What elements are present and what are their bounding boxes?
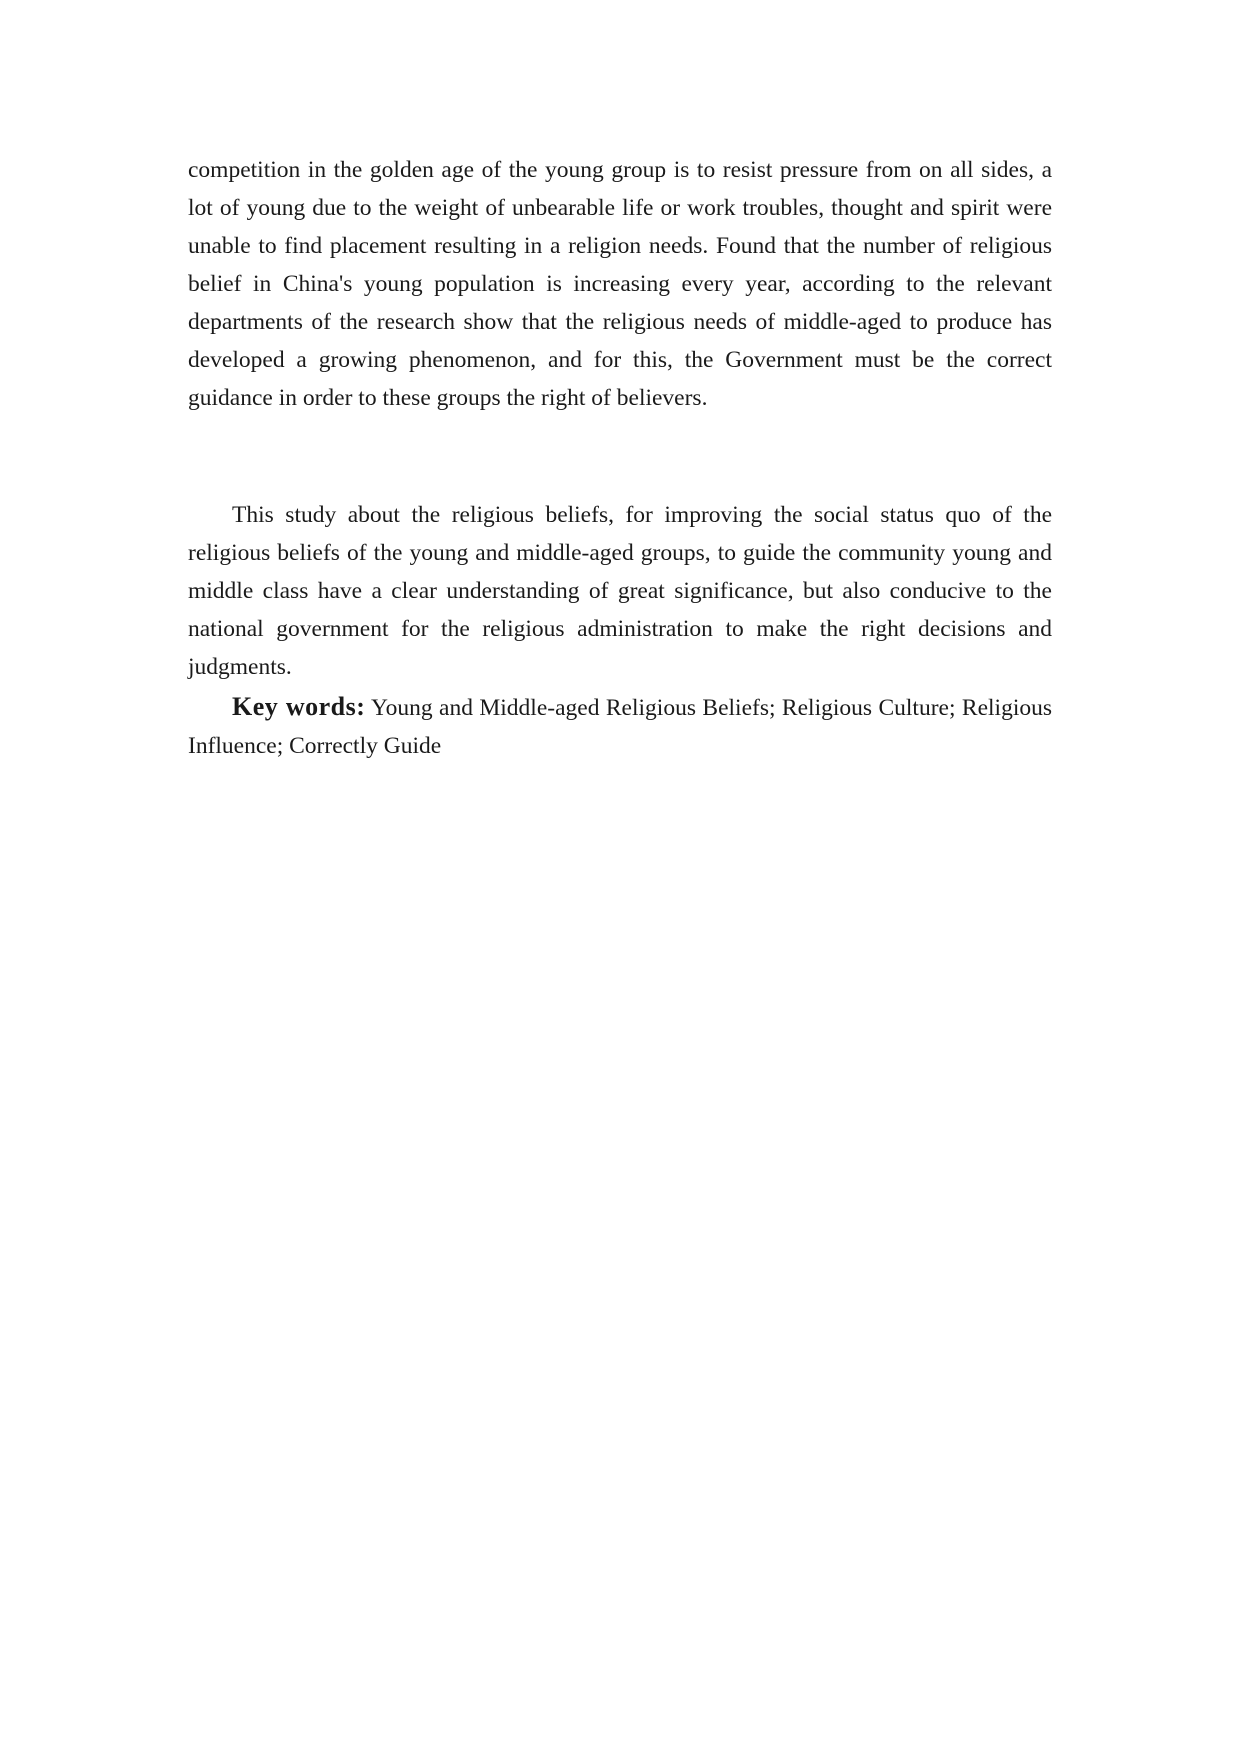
paragraph-text: This study about the religious beliefs, for improving the social status quo of the religious beliefs of the young and middle-aged groups, to guide the community young and middle class have a clear understanding of great significance, but also conducive to the national government for the religious administration to make the right decisions and judgments. — [188, 502, 1052, 680]
keywords-list: Young and Middle-aged Religious Beliefs; Religious Culture; Religious Influence; Correctly Guide — [188, 695, 1052, 759]
body-paragraph-continued — [188, 151, 1052, 417]
keywords-label: Key words: — [232, 692, 366, 721]
body-paragraph — [188, 496, 1052, 686]
keywords-section — [188, 688, 1052, 765]
paragraph-text: competition in the golden age of the young group is to resist pressure from on all sides, a lot of young due to the weight of unbearable life or work troubles, thought and spirit were unable to find placement resulting in a religion needs. Found that the number of religious belief in China's young population is increasing every year, according to the relevant departments of the research show that the religious needs of middle-aged to produce has developed a growing phenomenon, and for this, the Government must be the correct guidance in order to these groups the right of believers. — [188, 157, 1052, 411]
keywords-paragraph — [188, 688, 1052, 765]
